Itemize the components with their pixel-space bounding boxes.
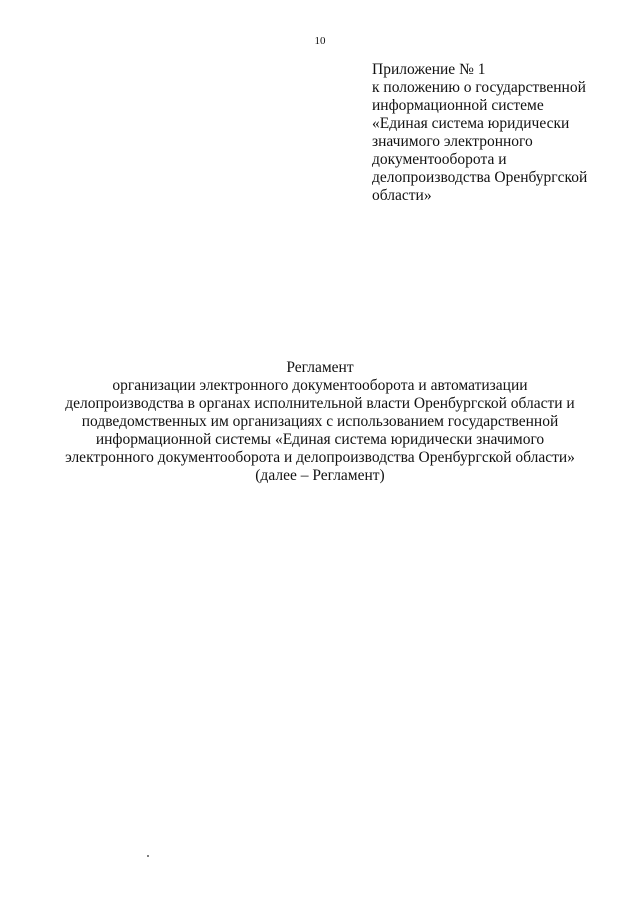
appendix-line: информационной системе [372,97,544,114]
appendix-line: «Единая система юридически [372,115,570,132]
title-line: электронного документооборота и делопроизводства Оренбургской области» [65,449,575,466]
appendix-reference [372,61,622,205]
title-line: информационной системы «Единая система юридически значимого [95,431,545,448]
page-number: 10 [314,35,326,47]
title-line: (далее – Регламент) [255,467,385,484]
appendix-line: области» [372,187,432,204]
appendix-line: Приложение № 1 [372,61,486,78]
document-title [60,359,580,485]
title-line: делопроизводства в органах исполнительной власти Оренбургской области и [65,395,575,412]
title-heading: Регламент [286,359,354,376]
appendix-line: делопроизводства Оренбургской [372,169,588,186]
title-line: организации электронного документооборота и автоматизации [112,377,528,394]
appendix-line: значимого электронного [372,133,533,150]
appendix-line: к положению о государственной [372,79,586,96]
scan-speck [147,855,149,857]
appendix-line: документооборота и [372,151,507,168]
title-line: подведомственных им организациях с использованием государственной [81,413,559,430]
